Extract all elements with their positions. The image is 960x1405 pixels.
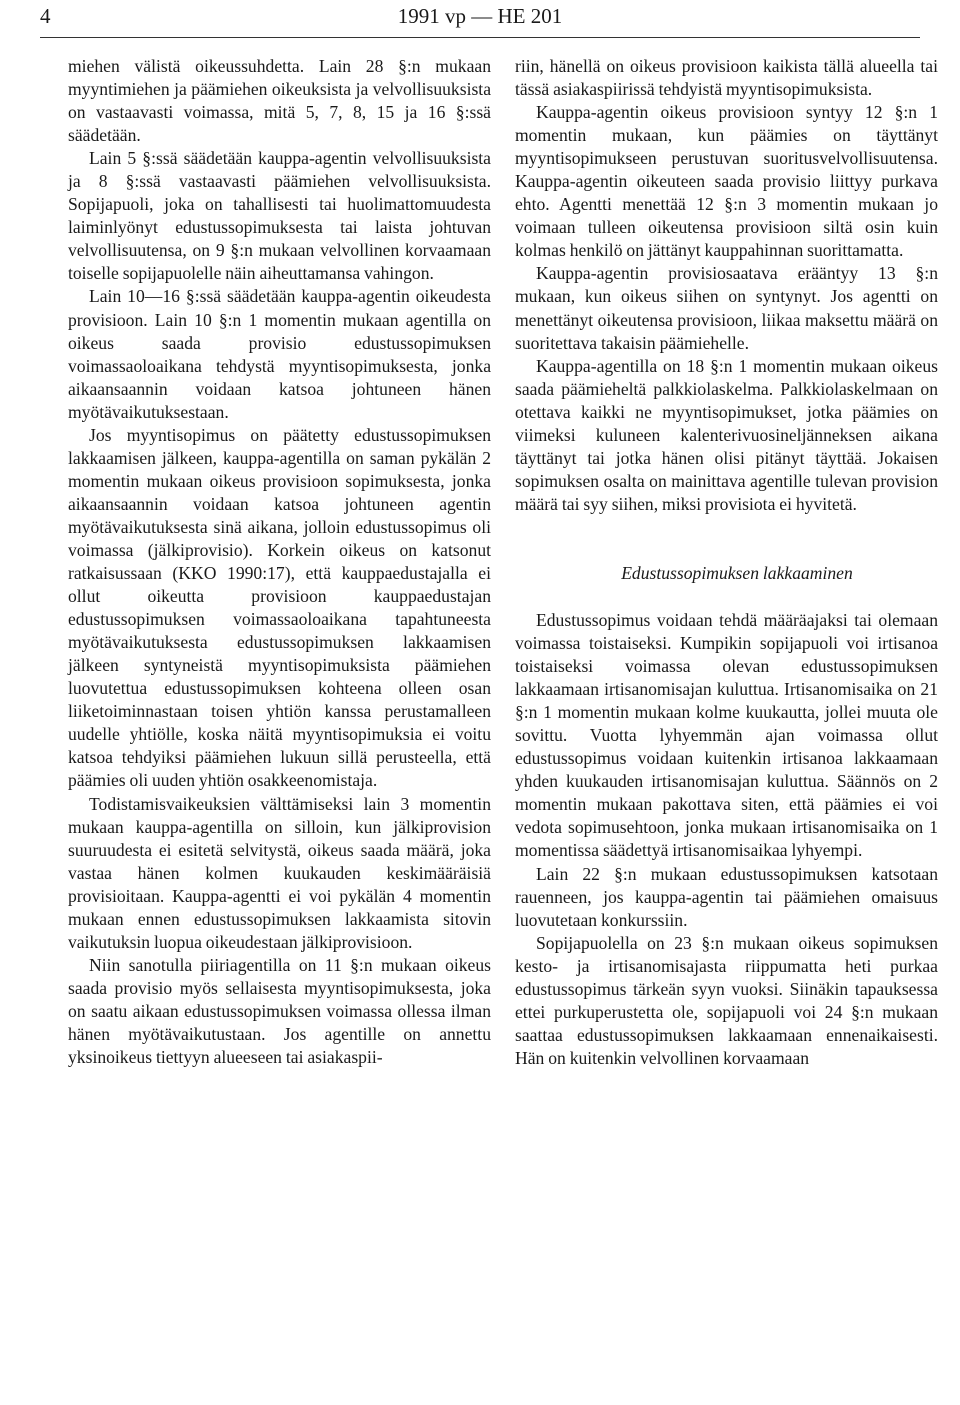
paragraph: Todistamisvaikeuksien välttämiseksi lain 3 momentin mukaan kauppa-agentilla on silloin, kun jälkiprovision suuruudesta ei esitetä selvitystä, oikeus saada määrä, joka vastaa hänen kolmen kuukauden keskimääräisiä provisioitaan. Kauppa-agentti ei voi pykälän 4 momentin mukaan ennen edustussopimuksen lakkaamista sitovin vaikutuksin luopua oikeudestaan jälkiprovisioon. — [68, 793, 491, 952]
paragraph: Kauppa-agentin oikeus provisioon syntyy 12 §:n 1 momentin mukaan, kun päämies on täyttänyt myyntisopimukseen perustuvan suoritusvelvollisuutensa. Kauppa-agentin oikeuteen saada provisio liittyy purkava ehto. Agentti menettää 12 §:n 3 momentin mukaan jo voimaan tulleen oikeutensa provisioon siltä osin kuin kolmas henkilö on jättänyt kauppahinnan suorittamatta. — [515, 102, 938, 261]
paragraph: Kauppa-agentilla on 18 §:n 1 momentin mukaan oikeus saada päämieheltä palkkiolaskelma. Palkkiolaskelmaan on otettava kaikki ne myyntisopimukset, jotka päämies on viimeksi kuluneen kalenterivuosineljänneksen aikana täyttänyt tai jotka hänen olisi pitänyt täyttää. Jokaisen sopimuksen osalta on mainittava agentille tulevan provision määrä tai syy siihen, miksi provisiota ei hyvitetä. — [515, 355, 938, 514]
running-title: 1991 vp — HE 201 — [397, 4, 563, 28]
page-number: 4 — [40, 4, 51, 28]
paragraph: Sopijapuolella on 23 §:n mukaan oikeus sopimuksen kesto- ja irtisanomisajasta riippumatta heti purkaa edustussopimus tärkeän syyn vuoksi. Siinäkin tapauksessa ettei purkuperustetta ole, sopijapuoli voi 24 §:n mukaan saattaa edustussopimuksen lakkaamaan ennenaikaisesti. Hän on kuitenkin velvollinen korvaamaan — [515, 932, 938, 1068]
paragraph: miehen välistä oikeussuhdetta. Lain 28 §:n mukaan myyntimiehen ja päämiehen oikeuksista ja velvollisuuksista on vastaavasti voimassa, mitä 5, 7, 8, 15 ja 16 §:ssä säädetään. — [68, 56, 491, 146]
paragraph: Kauppa-agentin provisiosaatava erääntyy 13 §:n mukaan, kun oikeus siihen on syntynyt. Jos agentti on menettänyt oikeutensa provisioon, liikaa maksettu määrä on suoritettava takaisin päämiehelle. — [515, 263, 938, 353]
paragraph: Niin sanotulla piiriagentilla on 11 §:n mukaan oikeus saada provisio myös sellaisesta myyntisopimuksesta, joka on saatu aikaan edustussopimuksen voimassa ollessa ilman hänen myötävaikutustaan. Jos agentille on annettu yksinoikeus tiettyyn alueeseen tai asiakaspii- — [68, 954, 491, 1068]
paragraph: Lain 10—16 §:ssä säädetään kauppa-agentin oikeudesta provisioon. Lain 10 §:n 1 momentin mukaan agentilla on oikeus saada provisio edustussopimuksen voimassaoloaikana tehdystä myyntisopimuksesta, jonka aikaansaannin voidaan katsoa johtuneen hänen myötävaikutuksestaan. — [68, 286, 491, 422]
paragraph: Jos myyntisopimus on päätetty edustussopimuksen lakkaamisen jälkeen, kauppa-agentilla on saman pykälän 2 momentin mukaan oikeus provisioon sopimuksesta, jonka aikaansaannin voidaan katsoa johtuneen agentin myötävaikutuksesta sinä aikana, jolloin edustussopimus oli voimassa (jälkiprovisio). Korkein oikeus on katsonut ratkaisussaan (KKO 1990:17), että kauppaedustajalla ei ollut oikeutta provisioon kauppaedustajan edustussopimuksen voimassaoloaikana tapahtuneesta myötävaikutuksesta edustussopimuksen lakkaamisen jälkeen syntyneistä myyntisopimuksista päämiehen luovutettua edustussopimuksen kohteena olleen osan liiketoiminnastaan toisen yhtiön kanssa perustamalleen uudelle yhtiölle, koska näitä myyntisopimuksia ei voitu katsoa tehdyiksi päämiehen lukuun sillä perusteella, että päämies oli uuden yhtiön osakkeenomistaja. — [68, 424, 491, 791]
section-spacer — [515, 516, 938, 562]
paragraph: riin, hänellä on oikeus provisioon kaikista tällä alueella tai tässä asiakaspiirissä tehdyistä myyntisopimuksista. — [515, 56, 938, 100]
paragraph: Lain 22 §:n mukaan edustussopimuksen katsotaan rauenneen, jos kauppa-agentin tai päämiehen omaisuus luovutetaan konkurssiin. — [515, 863, 938, 930]
paragraph: Lain 5 §:ssä säädetään kauppa-agentin velvollisuuksista ja 8 §:ssä vastaavasti päämiehen velvollisuuksista. Sopijapuoli, joka on tahallisesti tai huolimattomuudesta laiminlyönyt edustussopimuksesta tai laista johtuvan velvollisuutensa, on 9 §:n mukaan velvollinen korvaamaan toiselle sopijapuolelle näin aiheuttamansa vahingon. — [68, 148, 491, 284]
right-column — [515, 55, 938, 1070]
section-heading: Edustussopimuksen lakkaaminen — [621, 562, 853, 583]
page-header — [40, 4, 920, 28]
section-spacer — [515, 585, 938, 609]
left-column — [68, 55, 491, 1069]
paragraph: Edustussopimus voidaan tehdä määräajaksi tai olemaan voimassa toistaiseksi. Kumpikin sopijapuoli voi irtisanoa toistaiseksi voimassa olevan edustussopimuksen lakkaamaan irtisanomisajan kuluttua. Irtisanomisaika on 21 §:n 1 momentin mukaan kolme kuukautta, jollei muuta ole sovittu. Vuotta lyhyemmän ajan voimassa ollut edustussopimus voidaan kuitenkin irtisanoa lakkaamaan yhden kuukauden irtisanomisajan kuluttua. Säännös on 2 momentin mukaan pakottava siten, että päämies ei voi vedota sopimusehtoon, jonka mukaan irtisanomisaika on 1 momentissa säädettyä irtisanomisaikaa lyhyempi. — [515, 609, 938, 861]
header-rule — [40, 37, 920, 38]
